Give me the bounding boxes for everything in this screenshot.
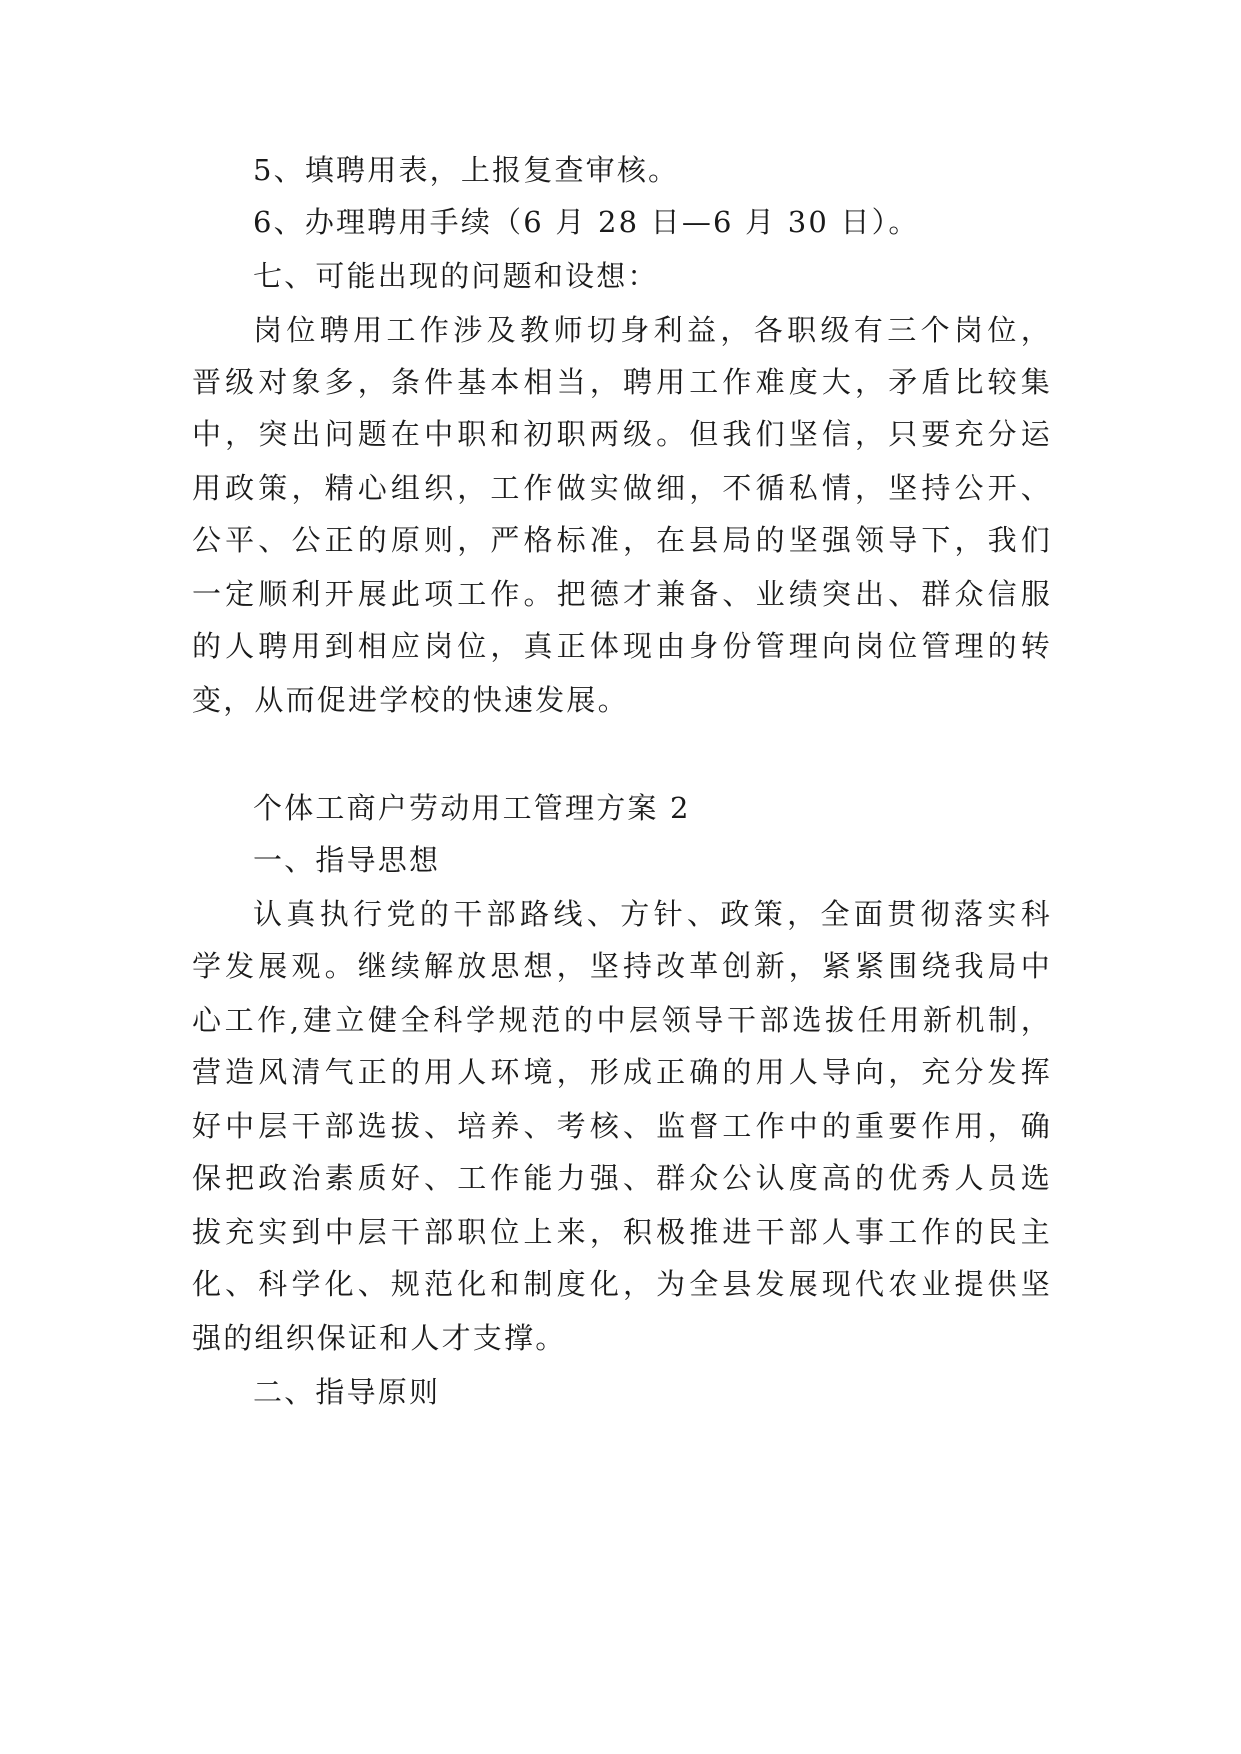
paragraph-line: 中，突出问题在中职和初职两级。但我们坚信，只要充分运 [192,417,1052,451]
section-heading-guiding-thought: 一、指导思想 [253,843,441,877]
paragraph-line: 好中层干部选拔、培养、考核、监督工作中的重要作用，确 [192,1109,1052,1143]
document-title: 个体工商户劳动用工管理方案 2 [253,791,691,825]
paragraph-line: 公平、公正的原则，严格标准，在县局的坚强领导下，我们 [192,523,1052,557]
section-heading-issues: 七、可能出现的问题和设想： [253,259,659,293]
list-item-step-6: 6、办理聘用手续（6 月 28 日—6 月 30 日）。 [253,205,920,239]
section-heading-guiding-principles: 二、指导原则 [253,1375,441,1409]
paragraph-line: 学发展观。继续解放思想，坚持改革创新，紧紧围绕我局中 [192,949,1052,983]
paragraph-line: 营造风清气正的用人环境，形成正确的用人导向，充分发挥 [192,1055,1052,1089]
paragraph-line: 认真执行党的干部路线、方针、政策，全面贯彻落实科 [253,897,1052,931]
paragraph-line: 保把政治素质好、工作能力强、群众公认度高的优秀人员选 [192,1161,1052,1195]
paragraph-line: 岗位聘用工作涉及教师切身利益，各职级有三个岗位， [253,313,1052,347]
paragraph-line: 晋级对象多，条件基本相当，聘用工作难度大，矛盾比较集 [192,365,1052,399]
paragraph-line: 心工作,建立健全科学规范的中层领导干部选拔任用新机制， [192,1003,1052,1037]
paragraph-line: 化、科学化、规范化和制度化，为全县发展现代农业提供坚 [192,1267,1052,1301]
list-item-step-5: 5、填聘用表，上报复查审核。 [253,153,680,187]
paragraph-line: 的人聘用到相应岗位，真正体现由身份管理向岗位管理的转 [192,629,1052,663]
paragraph-line: 变，从而促进学校的快速发展。 [192,683,629,717]
paragraph-line: 一定顺利开展此项工作。把德才兼备、业绩突出、群众信服 [192,577,1052,611]
paragraph-line: 用政策，精心组织，工作做实做细，不循私情，坚持公开、 [192,471,1052,505]
paragraph-line: 拔充实到中层干部职位上来，积极推进干部人事工作的民主 [192,1215,1052,1249]
paragraph-line: 强的组织保证和人才支撑。 [192,1321,567,1355]
